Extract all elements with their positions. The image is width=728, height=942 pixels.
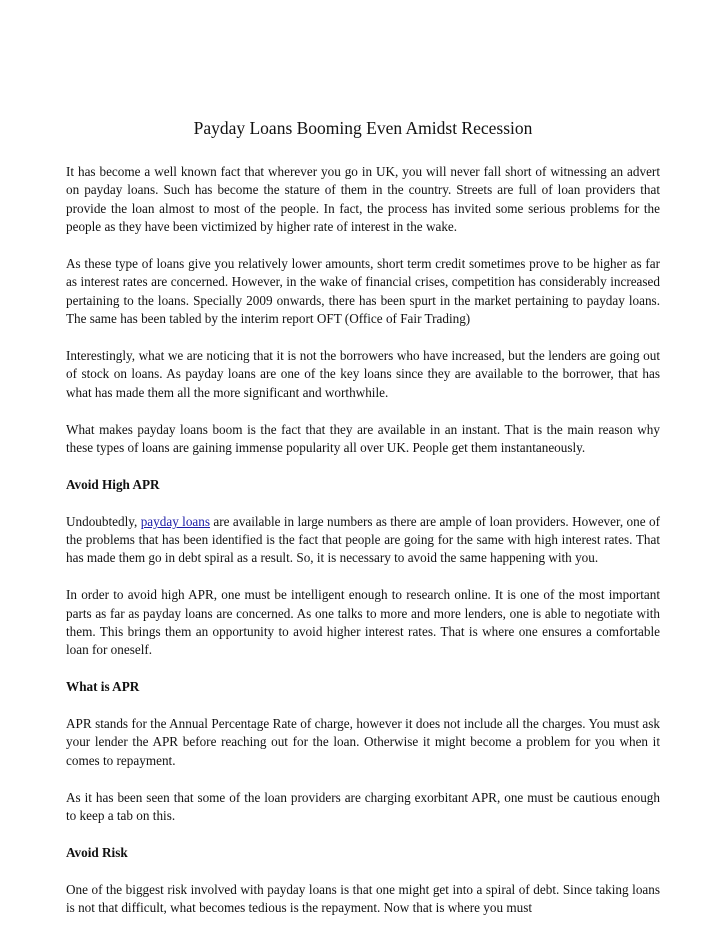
paragraph-research-online: In order to avoid high APR, one must be intelligent enough to research online. It is one of the most important parts as far as payday loans are concerned. As one talks to more and more lenders, one is able to negotiate with them. This brings them an opportunity to avoid higher interest rates. That is where one ensures a comfortable loan for oneself. bbox=[66, 587, 660, 658]
text-segment: Undoubtedly, bbox=[66, 513, 141, 529]
text-segment: are available in large numbers as there are ample of loan providers. However, one of the problems that has been identified is the fact that people are going for the same with high interest rates. That has made them go in debt spiral as a result. So, it is necessary to avoid the same happening with you. bbox=[66, 513, 660, 566]
heading-what-is-apr: What is APR bbox=[66, 679, 140, 695]
paragraph-debt-spiral: One of the biggest risk involved with payday loans is that one might get into a spiral of debt. Since taking loans is not that difficult, what becomes tedious is the repayment. Now that is where you must bbox=[66, 881, 660, 916]
paragraph-undoubtedly bbox=[66, 513, 660, 568]
heading-avoid-high-apr: Avoid High APR bbox=[66, 476, 160, 492]
paragraph-exorbitant-apr: As it has been seen that some of the loan providers are charging exorbitant APR, one must be cautious enough to keep a tab on this. bbox=[66, 789, 660, 824]
paragraph-intro: It has become a well known fact that wherever you go in UK, you will never fall short of witnessing an advert on payday loans. Such has become the stature of them in the country. Streets are full of loan providers that provide the loan almost to most of the people. In fact, the process has invited some serious problems for the people as they have been victimized by higher rate of interest in the wake. bbox=[66, 164, 660, 235]
paragraph-apr-definition: APR stands for the Annual Percentage Rate of charge, however it does not include all the charges. You must ask your lender the APR before reaching out for the loan. Otherwise it might become a problem for you when it comes to repayment. bbox=[66, 716, 660, 768]
document-page bbox=[66, 117, 660, 936]
paragraph-lenders: Interestingly, what we are noticing that it is not the borrowers who have increased, but the lenders are going out of stock on loans. As payday loans are one of the key loans since they are available to the borrower, that has what has made them all the more significant and worthwhile. bbox=[66, 348, 660, 400]
paragraph-interest-rates: As these type of loans give you relatively lower amounts, short term credit sometimes prove to be higher as far as interest rates are concerned. However, in the wake of financial crises, competition has considerably increased pertaining to the loans. Specially 2009 onwards, there has been spurt in the market pertaining to payday loans. The same has been tabled by the interim report OFT (Office of Fair Trading) bbox=[66, 256, 660, 327]
page-title: Payday Loans Booming Even Amidst Recession bbox=[193, 118, 533, 138]
heading-avoid-risk: Avoid Risk bbox=[66, 844, 128, 860]
paragraph-instant: What makes payday loans boom is the fact that they are available in an instant. That is the main reason why these types of loans are gaining immense popularity all over UK. People get them instantaneously. bbox=[66, 421, 660, 456]
payday-loans-link[interactable]: payday loans bbox=[140, 513, 211, 529]
